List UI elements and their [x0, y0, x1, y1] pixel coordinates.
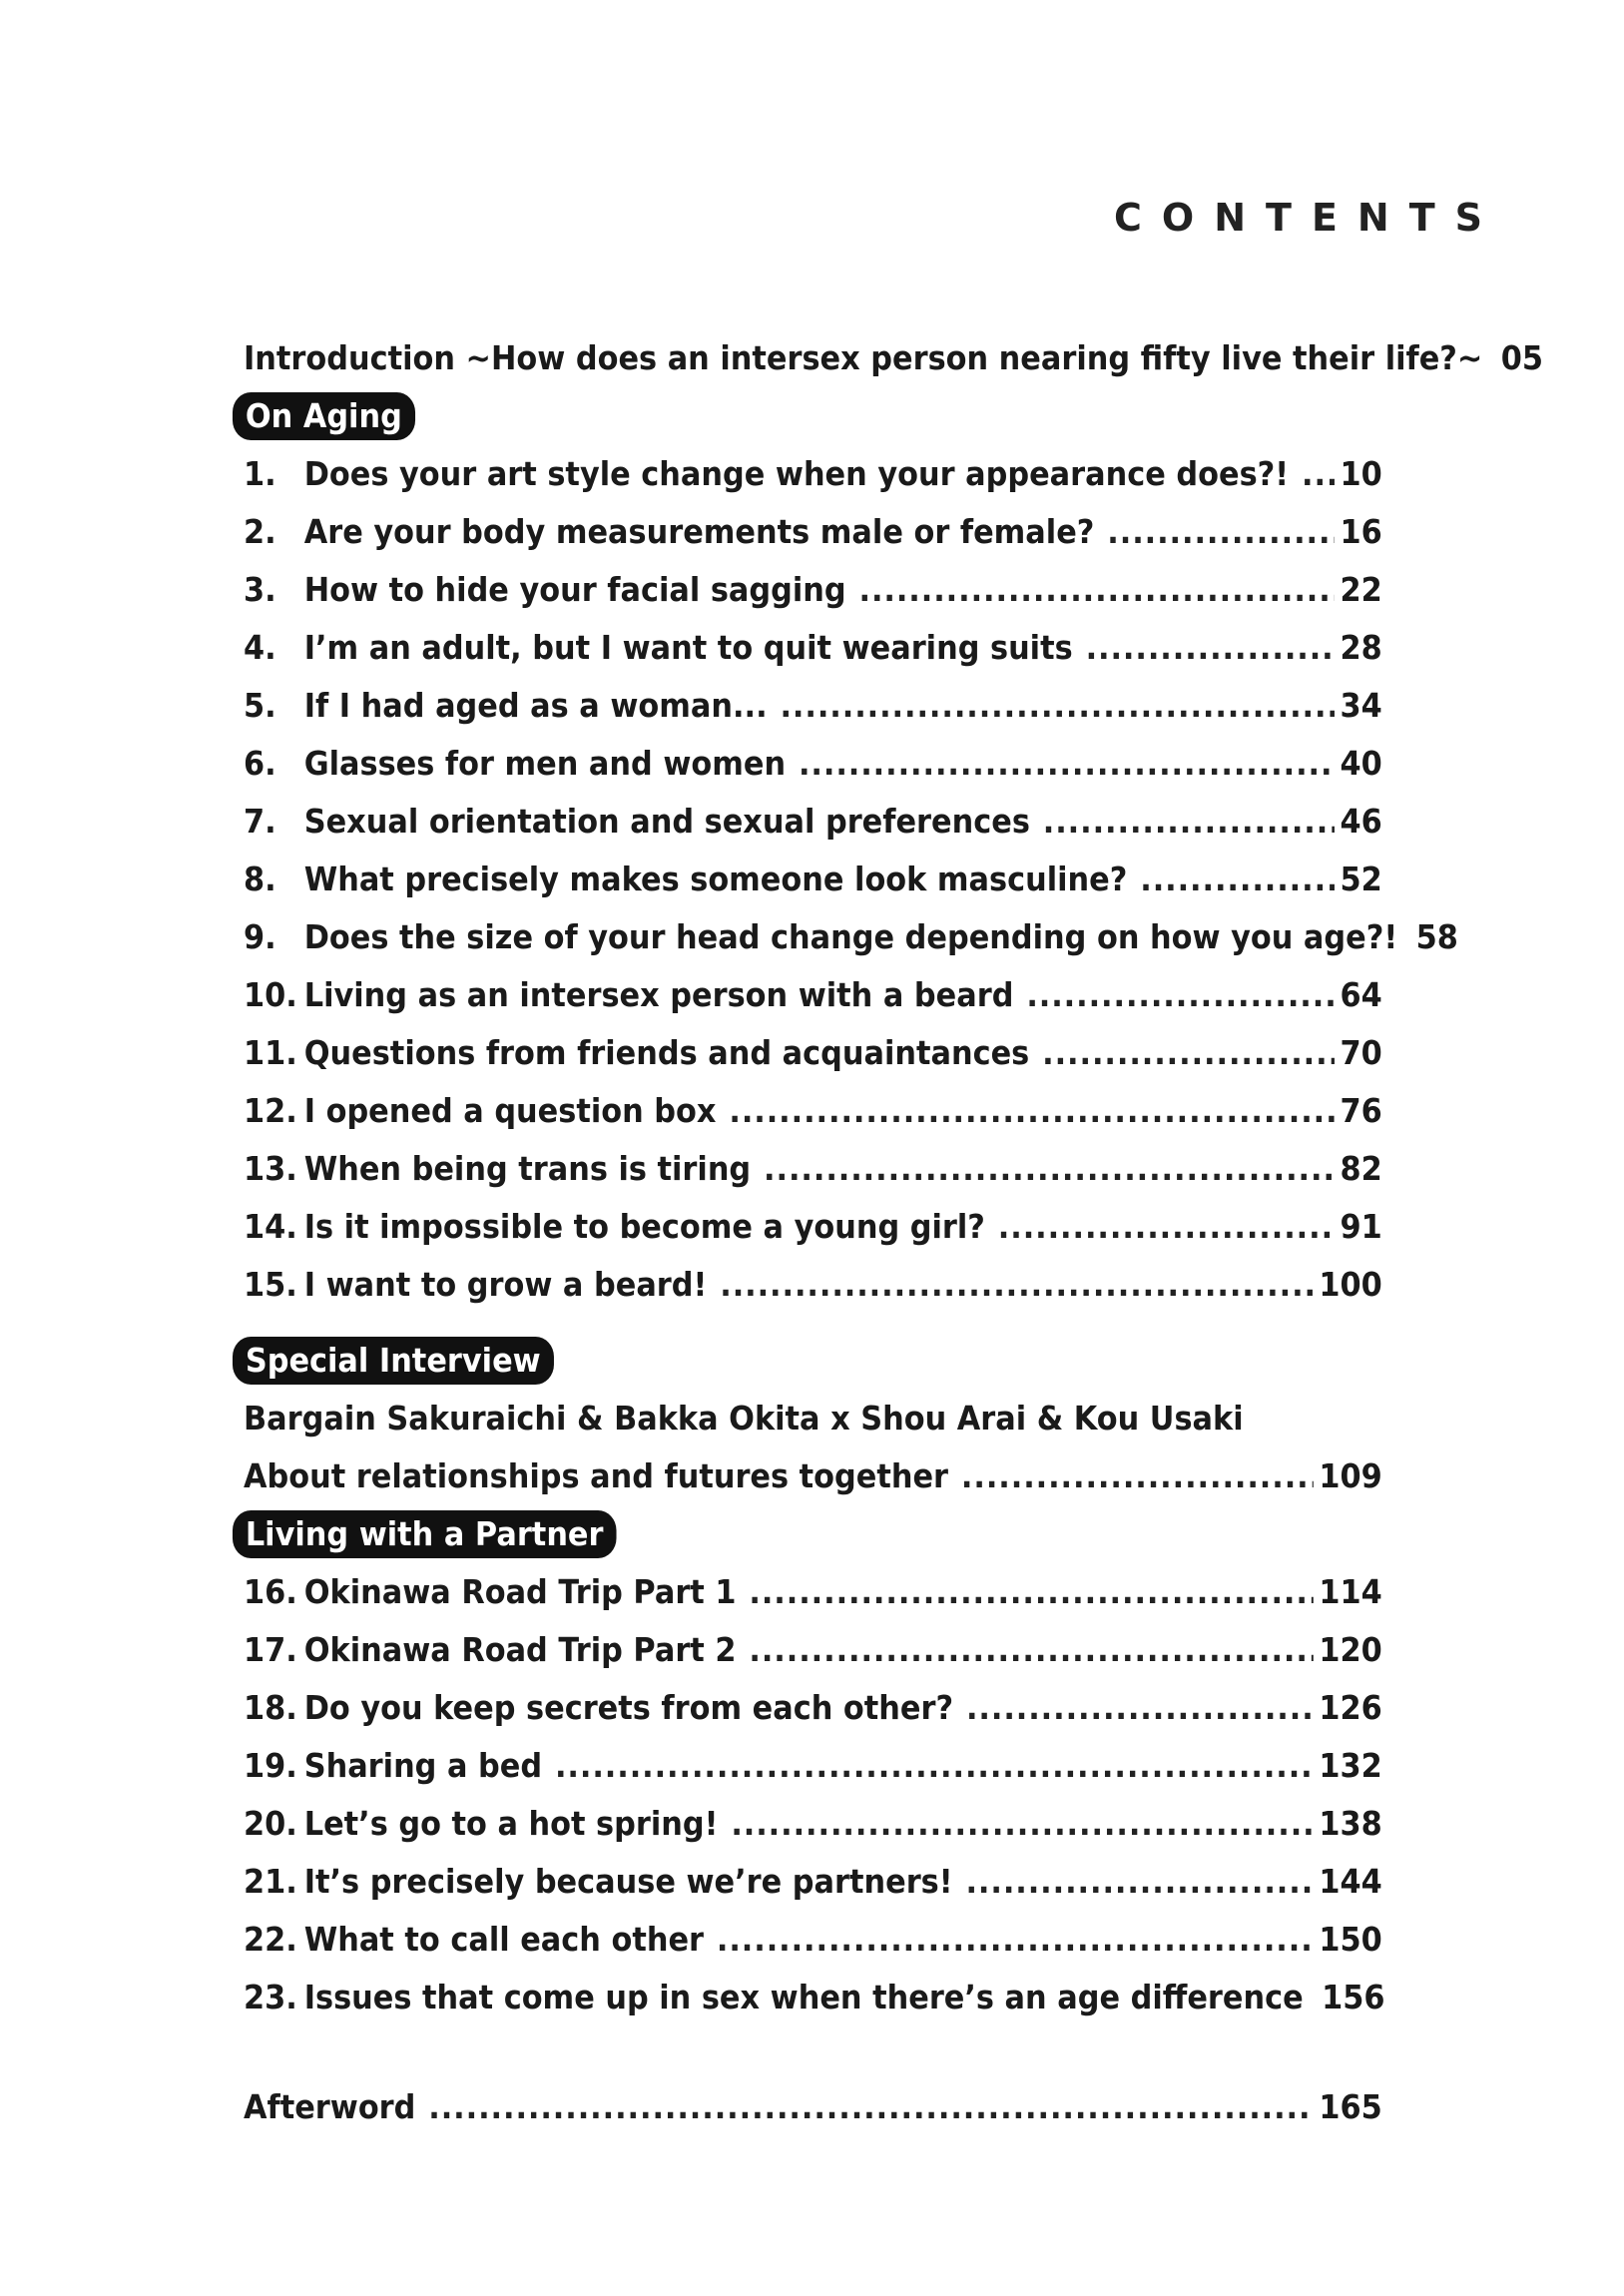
entry-title: How to hide your facial sagging [303, 570, 846, 609]
entry-title: Questions from friends and acquaintances [303, 1033, 1030, 1072]
dot-leader [731, 1795, 1314, 1853]
page-number: 34 [1340, 686, 1382, 725]
dot-leader [749, 1563, 1313, 1621]
page-number: 138 [1319, 1804, 1382, 1843]
dot-leader [1140, 851, 1335, 908]
dot-leader [1042, 1024, 1335, 1082]
page-number: 132 [1319, 1746, 1382, 1785]
entry-title: What to call each other [303, 1920, 705, 1959]
toc-entry[interactable] [244, 1737, 1382, 1795]
entry-title: Afterword [244, 2087, 416, 2126]
entry-title: Okinawa Road Trip Part 2 [303, 1630, 737, 1669]
page-title: CONTENTS [1114, 196, 1502, 240]
entry-title: Does the size of your head change depending on how you age?! [303, 917, 1398, 956]
page-number: 52 [1340, 860, 1382, 898]
section-badge: Living with a Partner [233, 1510, 616, 1558]
toc-entry-special-interview[interactable] [244, 1447, 1382, 1505]
page-number: 165 [1319, 2087, 1382, 2126]
toc-entry[interactable] [244, 735, 1382, 793]
page-number: 58 [1415, 917, 1458, 956]
toc-entry[interactable] [244, 1853, 1382, 1911]
entry-number: 9. [244, 917, 276, 956]
dot-leader [858, 561, 1335, 619]
entry-number: 16. [244, 1572, 297, 1611]
entry-number: 19. [244, 1746, 297, 1785]
entry-number: 18. [244, 1688, 297, 1727]
entry-title: When being trans is tiring [303, 1149, 752, 1188]
toc-entry[interactable] [244, 1621, 1382, 1679]
toc-entry[interactable] [244, 851, 1382, 908]
entry-number: 5. [244, 686, 276, 725]
entry-number: 4. [244, 628, 276, 667]
toc-entry[interactable] [244, 1969, 1385, 2026]
page-number: 120 [1319, 1630, 1382, 1669]
entry-number: 11. [244, 1033, 297, 1072]
page-number: 144 [1319, 1862, 1382, 1901]
page-number: 100 [1319, 1265, 1382, 1304]
entry-number: 1. [244, 454, 276, 493]
page-number: 150 [1319, 1920, 1382, 1959]
entry-title: I want to grow a beard! [303, 1265, 708, 1304]
toc-entry-afterword[interactable] [244, 2078, 1382, 2136]
dot-leader [720, 1256, 1314, 1314]
section-living-with-partner-list [244, 1563, 1385, 2026]
toc-entry[interactable] [244, 1256, 1382, 1314]
toc-entry[interactable] [244, 908, 1458, 966]
dot-leader [1107, 503, 1335, 561]
page-number: 126 [1319, 1688, 1382, 1727]
dot-leader [799, 735, 1335, 793]
entry-title: Are your body measurements male or female? [303, 512, 1095, 551]
dot-leader [428, 2078, 1314, 2136]
dot-leader [555, 1737, 1314, 1795]
toc-entry[interactable] [244, 793, 1382, 851]
section-badge: On Aging [233, 392, 415, 440]
entry-number: 2. [244, 512, 276, 551]
dot-leader [1026, 966, 1335, 1024]
page-number: 156 [1322, 1978, 1385, 2016]
toc-entry[interactable] [244, 677, 1382, 735]
entry-number: 20. [244, 1804, 297, 1843]
page-number: 28 [1340, 628, 1382, 667]
dot-leader [961, 1447, 1314, 1505]
dot-leader [965, 1853, 1313, 1911]
toc-entry[interactable] [244, 1024, 1382, 1082]
entry-title: Let’s go to a hot spring! [303, 1804, 719, 1843]
entry-title: Is it impossible to become a young girl? [303, 1207, 985, 1246]
entry-title: Do you keep secrets from each other? [303, 1688, 954, 1727]
page-number: 91 [1340, 1207, 1382, 1246]
entry-number: 17. [244, 1630, 297, 1669]
interview-participants: Bargain Sakuraichi & Bakka Okita x Shou Arai & Kou Usaki [244, 1399, 1244, 1437]
toc-entry[interactable] [244, 561, 1382, 619]
toc-entry[interactable] [244, 1140, 1382, 1198]
entry-title: Sharing a bed [303, 1746, 543, 1785]
entry-number: 13. [244, 1149, 297, 1188]
page-number: 16 [1340, 512, 1382, 551]
entry-number: 8. [244, 860, 276, 898]
page-number: 10 [1340, 454, 1382, 493]
dot-leader [780, 677, 1335, 735]
page-number: 70 [1340, 1033, 1382, 1072]
page-number: 76 [1340, 1091, 1382, 1130]
entry-title: Glasses for men and women [303, 744, 787, 783]
entry-number: 15. [244, 1265, 297, 1304]
toc-entry[interactable] [244, 966, 1382, 1024]
dot-leader [1086, 619, 1335, 677]
entry-number: 21. [244, 1862, 297, 1901]
entry-number: 6. [244, 744, 276, 783]
section-on-aging-list [244, 445, 1458, 1314]
page-number: 114 [1319, 1572, 1382, 1611]
entry-title: If I had aged as a woman... [303, 686, 768, 725]
entry-number: 10. [244, 975, 297, 1014]
toc-entry[interactable] [244, 1679, 1382, 1737]
section-header-living-with-partner [244, 1505, 1382, 1563]
toc-entry-introduction[interactable] [244, 329, 1544, 387]
toc-entry[interactable] [244, 1795, 1382, 1853]
table-of-contents [244, 329, 1544, 2136]
entry-title: Okinawa Road Trip Part 1 [303, 1572, 737, 1611]
entry-title: Sexual orientation and sexual preferences [303, 802, 1030, 841]
page-number: 82 [1340, 1149, 1382, 1188]
toc-entry[interactable] [244, 619, 1382, 677]
toc-entry[interactable] [244, 445, 1382, 503]
entry-title: I’m an adult, but I want to quit wearing suits [303, 628, 1073, 667]
dot-leader [764, 1140, 1335, 1198]
dot-leader [729, 1082, 1335, 1140]
entry-number: 23. [244, 1978, 297, 2016]
entry-title: Does your art style change when your appearance does?! [303, 454, 1290, 493]
toc-entry[interactable] [244, 1198, 1382, 1256]
section-header-on-aging [244, 387, 1382, 445]
entry-title: About relationships and futures together [244, 1456, 949, 1495]
dot-leader [749, 1621, 1313, 1679]
entry-number: 22. [244, 1920, 297, 1959]
entry-title: It’s precisely because we’re partners! [303, 1862, 953, 1901]
section-header-special-interview [244, 1332, 1382, 1390]
entry-title: Issues that come up in sex when there’s an age difference [303, 1978, 1304, 2016]
page-number: 109 [1319, 1456, 1382, 1495]
entry-title: Introduction ~How does an intersex person nearing fifty live their life?~ [244, 338, 1483, 377]
toc-entry[interactable] [244, 1911, 1382, 1969]
toc-entry[interactable] [244, 1082, 1382, 1140]
entry-number: 7. [244, 802, 276, 841]
entry-number: 14. [244, 1207, 297, 1246]
section-badge: Special Interview [233, 1337, 554, 1385]
entry-title: What precisely makes someone look masculine? [303, 860, 1128, 898]
dot-leader [998, 1198, 1335, 1256]
page-number: 05 [1500, 338, 1544, 377]
page-number: 22 [1340, 570, 1382, 609]
entry-title: Living as an intersex person with a beard [303, 975, 1014, 1014]
dot-leader [1043, 793, 1335, 851]
dot-leader [1302, 445, 1335, 503]
dot-leader [966, 1679, 1314, 1737]
entry-number: 3. [244, 570, 276, 609]
dot-leader [717, 1911, 1314, 1969]
page-number: 46 [1340, 802, 1382, 841]
toc-entry[interactable] [244, 1563, 1382, 1621]
entry-title: I opened a question box [303, 1091, 717, 1130]
page-number: 40 [1340, 744, 1382, 783]
toc-entry[interactable] [244, 503, 1382, 561]
page-number: 64 [1340, 975, 1382, 1014]
entry-number: 12. [244, 1091, 297, 1130]
